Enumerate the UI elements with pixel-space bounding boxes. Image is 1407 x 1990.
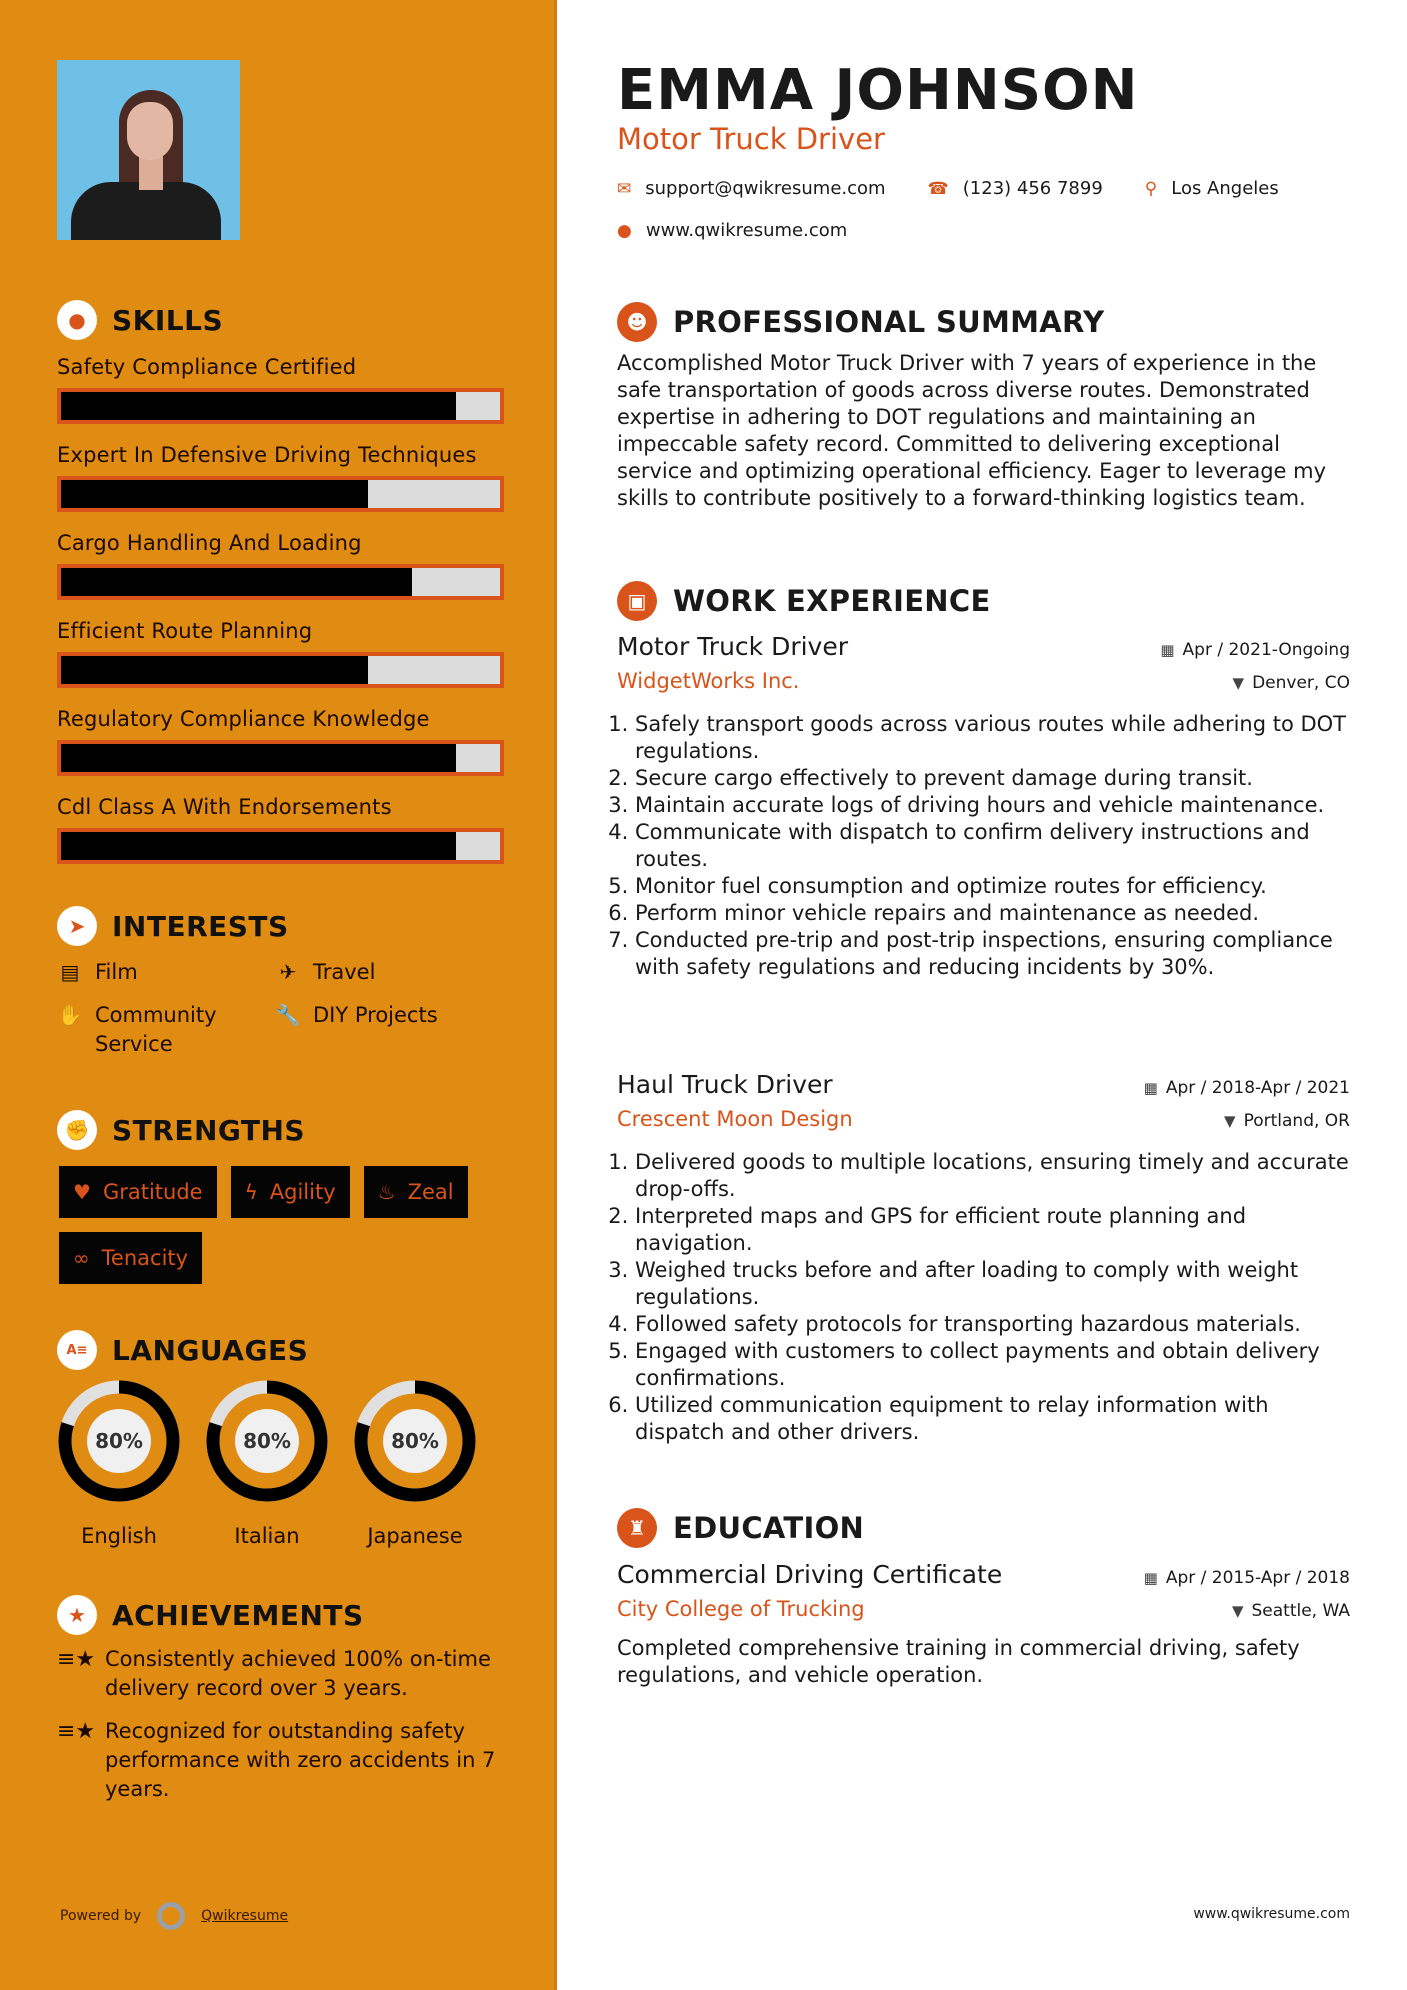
interest-item: ✋ Community Service (57, 1003, 217, 1056)
calendar-icon: ▦ (1160, 641, 1175, 659)
skill-bar (57, 740, 504, 776)
degree: Commercial Driving Certificate (617, 1560, 1003, 1589)
skill-label: Expert In Defensive Driving Techniques (57, 443, 477, 467)
qwikresume-link[interactable]: Qwikresume (201, 1908, 289, 1924)
phone-icon: ☎ (927, 178, 949, 199)
job-bullets: 1. Safely transport goods across various routes while adhering to DOT regulations. 2. Secure cargo effectively to prevent damage during transit. 3. Maintain accurate logs of driving hours and vehicle maintenance. 4. Communicate with dispatch to confirm delivery instructions and routes. 5. Monitor fuel consumption and optimize routes for efficiency. 6. Perform minor vehicle repairs and maintenance as needed. 7. Conducted pre-trip and post-trip inspections, ensuring compliance with safety regulations and reducing incidents by 30%. (617, 711, 1350, 981)
languages-heading: A≡ LANGUAGES (57, 1330, 308, 1370)
skill-bar (57, 652, 504, 688)
map-pin-icon: ⚲ (1144, 178, 1158, 199)
language-item: 80% Italian (205, 1380, 329, 1548)
candidate-role: Motor Truck Driver (617, 122, 885, 156)
strength-tag: ♨ Zeal (364, 1166, 468, 1218)
skill-bar (57, 564, 504, 600)
skill-item (57, 614, 504, 702)
link-icon: ∞ (73, 1246, 90, 1270)
phone[interactable]: (123) 456 7899 (962, 178, 1103, 199)
achievements-list (57, 1645, 507, 1818)
skill-item (57, 438, 504, 526)
candidate-name: EMMA JOHNSON (617, 58, 1139, 123)
interests-list (57, 958, 517, 1059)
job-entry (617, 1070, 1350, 1446)
education-entry (617, 1560, 1350, 1689)
strength-tag: ϟ Agility (231, 1166, 350, 1218)
job-location: Portland, OR (1243, 1111, 1350, 1131)
pin-icon: ▼ (1231, 1602, 1244, 1620)
pin-icon: ▼ (1224, 1112, 1236, 1130)
user-icon: ☻ (617, 302, 657, 342)
language-item: 80% English (57, 1380, 181, 1548)
language-item: 80% Japanese (353, 1380, 477, 1548)
fire-icon: ♨ (377, 1180, 396, 1204)
paper-plane-icon: ➤ (57, 906, 97, 946)
skill-bar (57, 828, 504, 864)
fist-icon: ✊ (57, 1110, 97, 1150)
profile-photo (57, 60, 240, 240)
powered-by: Powered by Qwikresume (60, 1902, 288, 1930)
skill-label: Cdl Class A With Endorsements (57, 795, 392, 819)
film-icon: ▤ (60, 960, 80, 984)
website-row (617, 220, 847, 241)
edu-description: Completed comprehensive training in commercial driving, safety regulations, and vehicle operation. (617, 1636, 1300, 1687)
envelope-icon: ✉ (617, 178, 632, 199)
hand-icon: ✋ (57, 1003, 83, 1027)
footer-website[interactable]: www.qwikresume.com (1193, 1906, 1350, 1922)
lightbulb-icon: ● (57, 300, 97, 340)
languages-list (57, 1380, 477, 1548)
sidebar (0, 0, 557, 1990)
strengths-list (59, 1166, 509, 1284)
interests-heading: ➤ INTERESTS (57, 906, 289, 946)
website[interactable]: www.qwikresume.com (645, 220, 848, 241)
plane-icon: ✈ (279, 960, 297, 984)
skill-item (57, 790, 504, 878)
job-title: Motor Truck Driver (617, 632, 849, 661)
bolt-icon: ϟ (244, 1180, 258, 1204)
email[interactable]: support@qwikresume.com (645, 178, 886, 199)
education-heading: ♜ EDUCATION (617, 1508, 864, 1548)
heart-icon: ♥ (73, 1180, 91, 1204)
skill-bar (57, 476, 504, 512)
experience-heading: ▣ WORK EXPERIENCE (617, 581, 991, 621)
strengths-heading: ✊ STRENGTHS (57, 1110, 305, 1150)
skill-bar (57, 388, 504, 424)
job-entry (617, 632, 1350, 981)
translate-icon: A≡ (57, 1330, 97, 1370)
school: City College of Trucking (617, 1597, 865, 1621)
skill-item (57, 702, 504, 790)
strength-tag: ∞ Tenacity (59, 1232, 202, 1284)
achievement-item: ≡★ Consistently achieved 100% on-time delivery record over 3 years. (57, 1645, 507, 1703)
graduate-icon: ♜ (617, 1508, 657, 1548)
contact-row (617, 178, 1279, 199)
shooting-star-icon: ≡★ (57, 1719, 96, 1744)
job-company: Crescent Moon Design (617, 1107, 853, 1131)
job-title: Haul Truck Driver (617, 1070, 833, 1099)
shooting-star-icon: ≡★ (57, 1647, 96, 1672)
location: Los Angeles (1171, 178, 1279, 199)
calendar-icon: ▦ (1143, 1079, 1158, 1097)
chair-icon: ▣ (617, 581, 657, 621)
globe-icon: ● (617, 220, 632, 241)
job-dates: Apr / 2018-Apr / 2021 (1165, 1078, 1350, 1098)
job-bullets: 1. Delivered goods to multiple locations, ensuring timely and accurate drop-offs. 2. Interpreted maps and GPS for efficient route planning and navigation. 3. Weighed trucks before and after loading to comply with weight regulations. 4. Followed safety protocols for transporting hazardous materials. 5. Engaged with customers to collect payments and obtain delivery confirmations. 6. Utilized communication equipment to relay information with dispatch and other drivers. (617, 1149, 1350, 1446)
star-icon: ★ (57, 1595, 97, 1635)
job-location: Denver, CO (1252, 673, 1350, 693)
language-donut: 80% (354, 1380, 476, 1502)
job-company: WidgetWorks Inc. (617, 669, 800, 693)
summary-text: Accomplished Motor Truck Driver with 7 years of experience in the safe transportation of goods across diverse routes. Demonstrated expertise in adhering to DOT regulations and maintaining an impeccable safety record. Committed to delivering exceptional service and optimizing operational efficiency. Eager to leverage my skills to contribute positively to a forward-thinking logistics team. (617, 351, 1327, 510)
calendar-icon: ▦ (1143, 1569, 1158, 1587)
language-donut: 80% (206, 1380, 328, 1502)
skill-label: Regulatory Compliance Knowledge (57, 707, 430, 731)
edu-dates: Apr / 2015-Apr / 2018 (1165, 1568, 1350, 1588)
skill-label: Cargo Handling And Loading (57, 531, 362, 555)
wrench-icon: 🔧 (275, 1003, 301, 1027)
pin-icon: ▼ (1232, 674, 1245, 692)
interest-item: ▤ Film (57, 958, 275, 987)
interest-item: ✈ Travel (275, 958, 505, 987)
edu-location: Seattle, WA (1251, 1601, 1350, 1621)
interest-item: 🔧 DIY Projects (275, 1001, 505, 1059)
skill-label: Safety Compliance Certified (57, 355, 357, 379)
skills-list (57, 350, 504, 878)
skill-label: Efficient Route Planning (57, 619, 313, 643)
skill-item (57, 350, 504, 438)
summary-heading: ☻ PROFESSIONAL SUMMARY (617, 302, 1104, 342)
language-donut: 80% (58, 1380, 180, 1502)
qwikresume-logo-icon (157, 1902, 185, 1930)
skills-heading: ● SKILLS (57, 300, 223, 340)
skill-item (57, 526, 504, 614)
achievements-heading: ★ ACHIEVEMENTS (57, 1595, 364, 1635)
strength-tag: ♥ Gratitude (59, 1166, 217, 1218)
job-dates: Apr / 2021-Ongoing (1182, 640, 1350, 660)
achievement-item: ≡★ Recognized for outstanding safety performance with zero accidents in 7 years. (57, 1717, 507, 1804)
